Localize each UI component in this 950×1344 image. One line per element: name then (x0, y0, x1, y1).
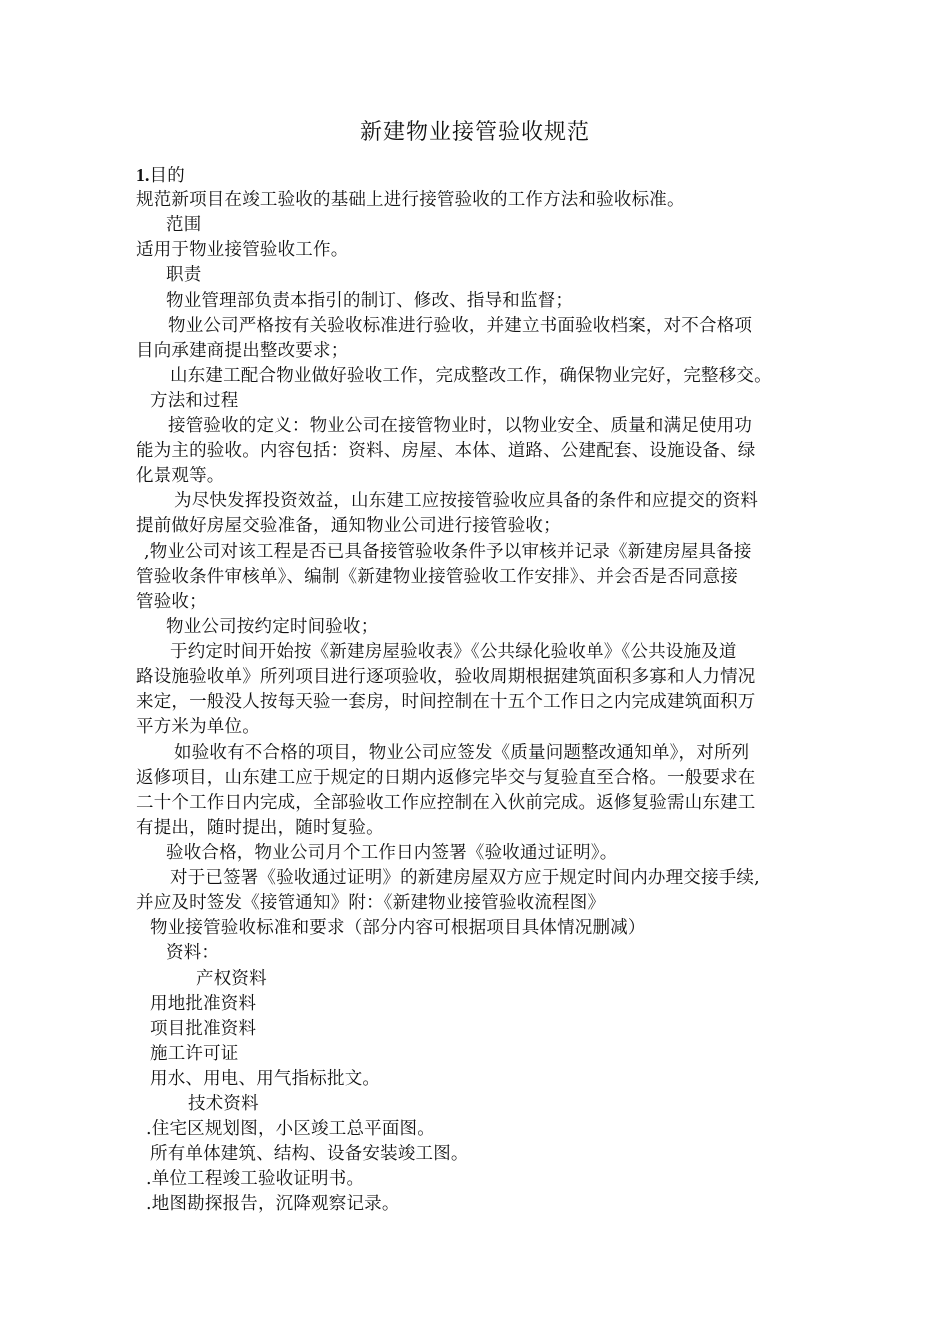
paragraph-line: 验收合格，物业公司月个工作日内签署《验收通过证明》。 (166, 843, 618, 863)
paragraph-line: 对于已签署《验收通过证明》的新建房屋双方应于规定时间内办理交接手续, (170, 868, 760, 888)
list-item: 所有单体建筑、结构、设备安装竣工图。 (150, 1144, 469, 1164)
paragraph-line: 规范新项目在竣工验收的基础上进行接管验收的工作方法和验收标准。 (136, 190, 685, 210)
section-heading: 范围 (166, 215, 202, 235)
paragraph-line: 物业管理部负责本指引的制订、修改、指导和监督； (166, 291, 574, 311)
paragraph-line: 能为主的验收。内容包括：资料、房屋、本体、道路、公建配套、设施设备、绿 (136, 441, 756, 461)
paragraph-line: 管验收条件审核单》、编制《新建物业接管验收工作安排》、并会否是否同意接 (136, 567, 738, 587)
paragraph-line: 山东建工配合物业做好验收工作，完成整改工作，确保物业完好，完整移交。 (170, 366, 772, 386)
paragraph-line: 路设施验收单》所列项目进行逐项验收，验收周期根据建筑面积多寡和人力情况 (136, 667, 756, 687)
paragraph-line: 为尽快发挥投资效益，山东建工应按接管验收应具备的条件和应提交的资料 (174, 491, 759, 511)
list-item: 施工许可证 (150, 1044, 239, 1064)
paragraph-line: ,物业公司对该工程是否已具备接管验收条件予以审核并记录《新建房屋具备接 (144, 542, 752, 562)
paragraph-line: 物业公司严格按有关验收标准进行验收，并建立书面验收档案，对不合格项 (168, 316, 753, 336)
paragraph-line: 接管验收的定义：物业公司在接管物业时，以物业安全、质量和满足使用功 (168, 416, 753, 436)
list-item: .住宅区规划图，小区竣工总平面图。 (146, 1119, 435, 1139)
list-item: 用地批准资料 (150, 994, 257, 1014)
paragraph-line: 平方米为单位。 (136, 717, 260, 737)
list-item: 项目批准资料 (150, 1019, 257, 1039)
subsection-heading: 产权资料 (196, 969, 267, 989)
paragraph-line: 适用于物业接管验收工作。 (136, 240, 349, 260)
subsection-heading: 技术资料 (188, 1094, 259, 1114)
paragraph-line: 目向承建商提出整改要求； (136, 341, 349, 361)
paragraph-line: 二十个工作日内完成，全部验收工作应控制在入伙前完成。返修复验需山东建工 (136, 793, 756, 813)
section-number: 1. (136, 165, 150, 185)
list-item: .单位工程竣工验收证明书。 (146, 1169, 365, 1189)
section-heading-purpose (136, 163, 185, 189)
paragraph-line: 提前做好房屋交验准备，通知物业公司进行接管验收； (136, 516, 561, 536)
paragraph-line: 化景观等。 (136, 466, 225, 486)
document-title: 新建物业接管验收规范 (359, 120, 590, 145)
list-item: 用水、用电、用气指标批文。 (150, 1069, 381, 1089)
section-heading: 物业接管验收标准和要求（部分内容可根据项目具体情况删减） (150, 918, 646, 938)
paragraph-line: 于约定时间开始按《新建房屋验收表》《公共绿化验收单》《公共设施及道 (170, 642, 737, 662)
paragraph-line: 返修项目，山东建工应于规定的日期内返修完毕交与复验直至合格。一般要求在 (136, 768, 756, 788)
paragraph-line: 如验收有不合格的项目，物业公司应签发《质量问题整改通知单》，对所列 (174, 743, 750, 763)
list-item: .地图勘探报告，沉降观察记录。 (146, 1194, 400, 1214)
paragraph-line: 管验收； (136, 592, 207, 612)
paragraph-line: 来定，一般没人按每天验一套房，时间控制在十五个工作日之内完成建筑面积万 (136, 692, 756, 712)
section-heading: 方法和过程 (150, 391, 239, 411)
section-heading: 职责 (166, 265, 202, 285)
paragraph-line: 并应及时签发《接管通知》附：《新建物业接管验收流程图》 (136, 893, 606, 913)
paragraph-line: 物业公司按约定时间验收； (166, 617, 379, 637)
paragraph-line: 有提出，随时提出，随时复验。 (136, 818, 384, 838)
subsection-heading: 资料： (166, 943, 220, 963)
section-heading-text: 目的 (149, 166, 185, 186)
